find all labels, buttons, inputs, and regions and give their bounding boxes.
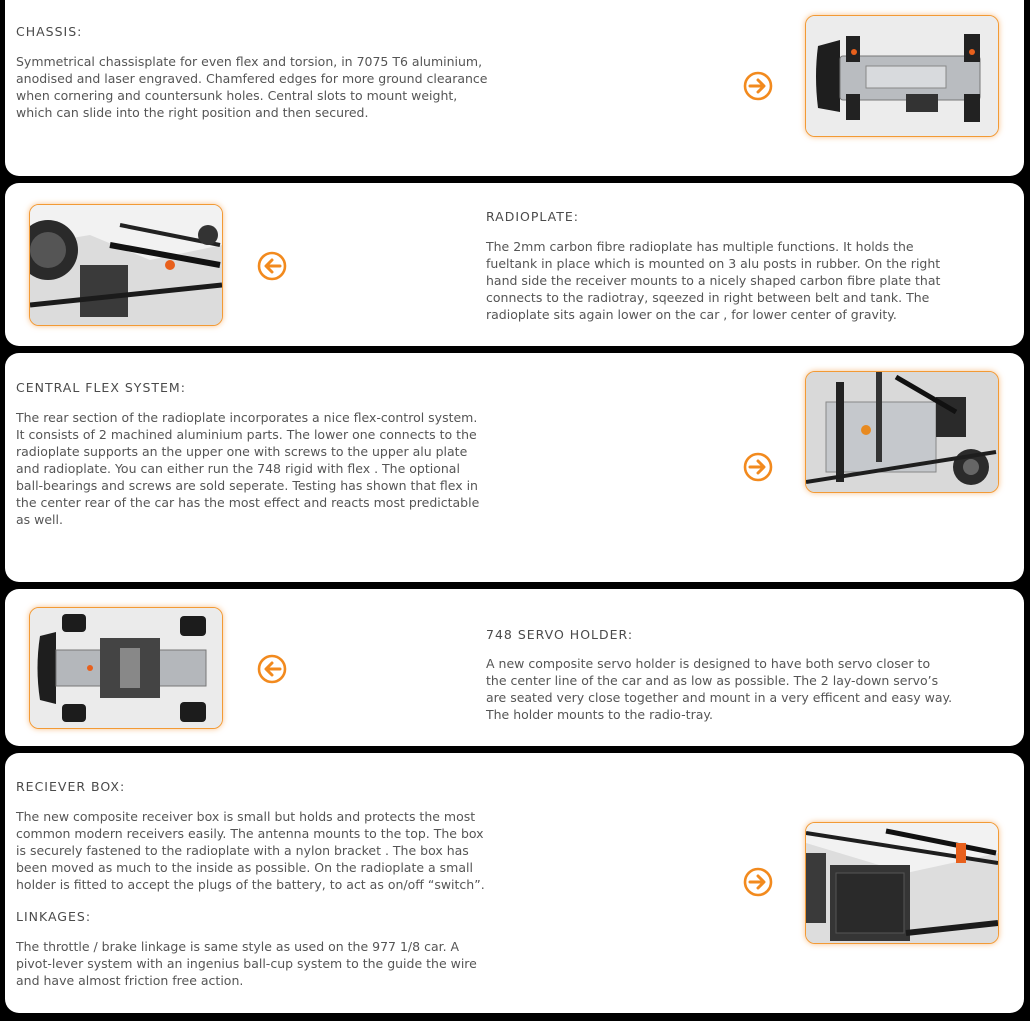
section-heading: 748 SERVO HOLDER: <box>486 627 634 642</box>
section-description: The new composite receiver box is small but holds and protects the most common modern receivers easily. The antenna mounts to the top. The box is securely fastened to the radioplate with a nylon bracket . The box has been moved as much to the inside as possible. On the radioplate a small holder is fitted to accept the plugs of the battery, to act as on/off “switch”. <box>16 809 485 892</box>
section-servo-holder <box>5 589 1024 746</box>
section-heading: CHASSIS: <box>16 24 83 39</box>
right-arrow-icon[interactable] <box>743 71 773 101</box>
section-heading: CENTRAL FLEX SYSTEM: <box>16 380 186 395</box>
central-flex-image[interactable] <box>805 371 999 493</box>
section-description: A new composite servo holder is designed to have both servo closer to the center line of the car and as low as possible. The 2 lay-down servo’s are seated very close together and mount in a very efficent and easy way. The holder mounts to the radio-tray. <box>486 656 953 722</box>
section-chassis <box>5 0 1024 176</box>
right-arrow-icon[interactable] <box>743 452 773 482</box>
section-description: Symmetrical chassisplate for even flex and torsion, in 7075 T6 aluminium, anodised and laser engraved. Chamfered edges for more ground clearance when cornering and countersunk holes. Central slots to mount weight, which can slide into the right position and then secured. <box>16 54 488 120</box>
left-arrow-icon[interactable] <box>257 654 287 684</box>
left-arrow-icon[interactable] <box>257 251 287 281</box>
chassis-image[interactable] <box>805 15 999 137</box>
section-radioplate <box>5 183 1024 346</box>
servo-holder-image[interactable] <box>29 607 223 729</box>
section-subheading: LINKAGES: <box>16 909 92 924</box>
receiver-box-image[interactable] <box>805 822 999 944</box>
section-central-flex-system <box>5 353 1024 582</box>
section-heading: RADIOPLATE: <box>486 209 579 224</box>
right-arrow-icon[interactable] <box>743 867 773 897</box>
section-heading: RECIEVER BOX: <box>16 779 126 794</box>
section-receiver-box <box>5 753 1024 1013</box>
section-description-2: The throttle / brake linkage is same style as used on the 977 1/8 car. A pivot-lever system with an ingenius ball-cup system to the guide the wire and have almost friction free action. <box>16 939 477 988</box>
section-description: The 2mm carbon fibre radioplate has multiple functions. It holds the fueltank in place which is mounted on 3 alu posts in rubber. On the right hand side the receiver mounts to a nicely shaped carbon fibre plate that connects to the radiotray, sqeezed in right between belt and tank. The radioplate sits again lower on the car , for lower center of gravity. <box>486 239 941 322</box>
section-description: The rear section of the radioplate incorporates a nice flex-control system. It consists of 2 machined aluminium parts. The lower one connects to the radioplate supports an the upper one with screws to the upper alu plate and radioplate. You can either run the 748 rigid with flex . The optional ball-bearings and screws are sold seperate. Testing has shown that flex in the center rear of the car has the most effect and reacts most predictable as well. <box>16 410 480 527</box>
radioplate-image[interactable] <box>29 204 223 326</box>
